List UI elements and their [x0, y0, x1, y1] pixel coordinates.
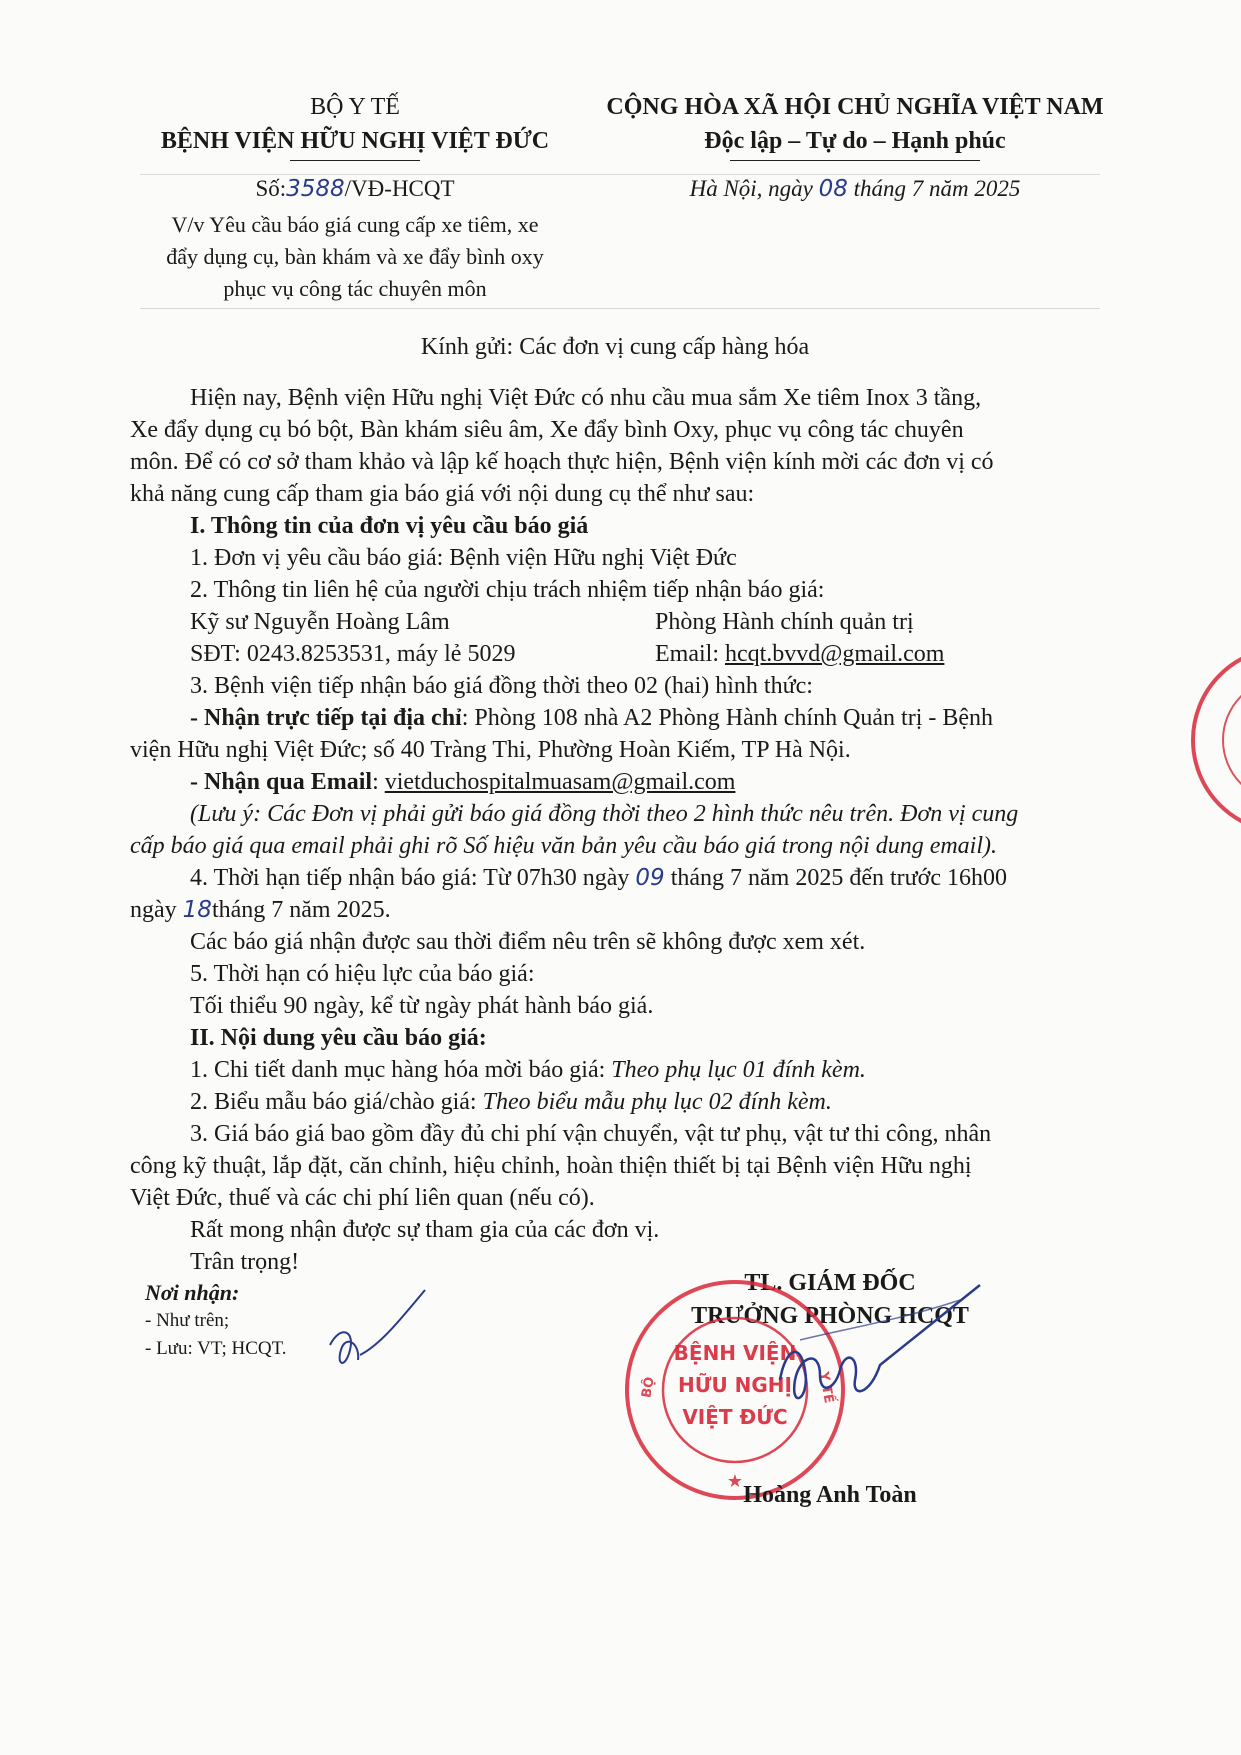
contact-email-link[interactable]: hcqt.bvvd@gmail.com [724, 641, 945, 667]
scan-artifact-line [140, 308, 1100, 309]
intro-line-4: khả năng cung cấp tham gia báo giá với nội dung cụ thể như sau: [130, 481, 755, 507]
section-1-item-1: 1. Đơn vị yêu cầu báo giá: Bệnh viện Hữu nghị Việt Đức [190, 545, 737, 571]
stamp-text-3: VIỆT ĐỨC [682, 1405, 788, 1429]
director-signature [760, 1280, 990, 1440]
header-right-underline [730, 160, 980, 161]
closing-line-2: Trân trọng! [190, 1249, 300, 1275]
section-1-item-4-line-2 [130, 897, 391, 924]
email-submission-line [190, 769, 735, 796]
subject-line-3: phục vụ công tác chuyên môn [223, 276, 487, 301]
country-name: CỘNG HÒA XÃ HỘI CHỦ NGHĨA VIỆT NAM [606, 94, 1104, 120]
section-2-item-1-value: Theo phụ lục 01 đính kèm. [611, 1057, 866, 1083]
section-2-item-3-line-3: Việt Đức, thuế và các chi phí liên quan (nếu có). [130, 1185, 595, 1211]
national-motto: Độc lập – Tự do – Hạnh phúc [704, 128, 1006, 154]
section-1-title: I. Thông tin của đơn vị yêu cầu báo giá [190, 513, 589, 539]
stamp-side-right: Y TẾ [815, 1370, 836, 1405]
recipients-item-2: - Lưu: VT; HCQT. [145, 1338, 287, 1359]
closing-line-1: Rất mong nhận được sự tham gia của các đơn vị. [190, 1217, 660, 1243]
initials-signature [320, 1285, 430, 1385]
section-1-item-5: 5. Thời hạn có hiệu lực của báo giá: [190, 961, 535, 987]
number-handwritten: 3588 [286, 176, 345, 202]
section-2-item-3-line-2: công kỹ thuật, lắp đặt, căn chỉnh, hiệu chỉnh, hoàn thiện thiết bị tại Bệnh viện Hữu nghị [130, 1153, 972, 1179]
subject-line-1: V/v Yêu cầu báo giá cung cấp xe tiêm, xe [171, 212, 539, 237]
document-number [110, 176, 600, 202]
stamp-text-2: HỮU NGHỊ [678, 1373, 792, 1397]
header-left-underline [290, 160, 420, 161]
contact-name: Kỹ sư Nguyễn Hoàng Lâm [190, 609, 450, 635]
date-suffix: tháng 7 năm 2025 [853, 176, 1021, 201]
signature-title-2: TRƯỞNG PHÒNG HCQT [691, 1303, 969, 1329]
contact-phone: SĐT: 0243.8253531, máy lẻ 5029 [190, 641, 516, 667]
contact-email [655, 641, 944, 668]
signer-name: Hoàng Anh Toàn [743, 1482, 917, 1508]
note-line-1: (Lưu ý: Các Đơn vị phải gửi báo giá đồng thời theo 2 hình thức nêu trên. Đơn vị cung [190, 801, 1019, 827]
direct-submission-label: - Nhận trực tiếp tại địa chỉ [190, 705, 462, 731]
section-2-item-3-line-1: 3. Giá báo giá bao gồm đầy đủ chi phí vận chuyển, vật tư phụ, vật tư thi công, nhân [190, 1121, 992, 1147]
deadline-text-b: tháng 7 năm 2025 đến trước 16h00 [664, 865, 1007, 891]
ministry-name: BỘ Y TẾ [310, 94, 400, 120]
section-2-item-2 [190, 1089, 832, 1116]
section-1-item-5-value: Tối thiểu 90 ngày, kể từ ngày phát hành báo giá. [190, 993, 654, 1019]
subject-line-2: đẩy dụng cụ, bàn khám và xe đẩy bình oxy [166, 244, 544, 269]
signature-title-1: TL. GIÁM ĐỐC [744, 1270, 916, 1296]
email-submission-separator: : [372, 769, 385, 795]
hospital-name: BỆNH VIỆN HỮU NGHỊ VIỆT ĐỨC [160, 128, 550, 154]
contact-email-label: Email: [655, 641, 725, 667]
section-2-item-2-label: 2. Biểu mẫu báo giá/chào giá: [190, 1089, 483, 1115]
deadline-day-handwritten-2: 18 [182, 897, 212, 923]
intro-line-2: Xe đẩy dụng cụ bó bột, Bàn khám siêu âm, Xe đẩy bình Oxy, phục vụ công tác chuyên [130, 417, 964, 443]
recipients-item-1: - Như trên; [145, 1310, 230, 1331]
note-line-2: cấp báo giá qua email phải ghi rõ Số hiệu văn bản yêu cầu báo giá trong nội dung email). [130, 833, 998, 859]
email-submission-label: - Nhận qua Email [190, 769, 373, 795]
section-1-item-4-line-1 [190, 865, 1007, 892]
edge-stamp-fragment [1180, 640, 1241, 840]
svg-text:★: ★ [726, 1471, 744, 1492]
section-1-item-2: 2. Thông tin liên hệ của người chịu trách nhiệm tiếp nhận báo giá: [190, 577, 825, 603]
deadline-text-c: ngày [130, 897, 183, 923]
section-2-item-1-label: 1. Chi tiết danh mục hàng hóa mời báo giá: [190, 1057, 612, 1083]
intro-line-1: Hiện nay, Bệnh viện Hữu nghị Việt Đức có nhu cầu mua sắm Xe tiêm Inox 3 tầng, [190, 385, 982, 411]
stamp-text-1: BỆNH VIỆN [673, 1341, 797, 1365]
deadline-text-a: 4. Thời hạn tiếp nhận báo giá: Từ 07h30 ngày [190, 865, 636, 891]
late-submission-note: Các báo giá nhận được sau thời điểm nêu trên sẽ không được xem xét. [190, 929, 866, 955]
contact-department: Phòng Hành chính quản trị [655, 609, 914, 635]
section-1-item-3: 3. Bệnh viện tiếp nhận báo giá đồng thời theo 02 (hai) hình thức: [190, 673, 813, 699]
scan-artifact-line [140, 174, 1100, 175]
date-prefix: Hà Nội, ngày [689, 176, 813, 201]
recipient-line: Kính gửi: Các đơn vị cung cấp hàng hóa [420, 334, 810, 360]
document-date [575, 176, 1135, 202]
deadline-text-d: tháng 7 năm 2025. [211, 897, 391, 923]
number-prefix: Số: [255, 176, 287, 201]
section-2-title: II. Nội dung yêu cầu báo giá: [190, 1025, 487, 1051]
intro-line-3: môn. Để có cơ sở tham khảo và lập kế hoạch thực hiện, Bệnh viện kính mời các đơn vị có [130, 449, 994, 475]
deadline-day-handwritten-1: 09 [635, 865, 665, 891]
date-day-handwritten: 08 [818, 176, 848, 202]
email-submission-link[interactable]: vietduchospitalmuasam@gmail.com [384, 769, 736, 795]
direct-submission-line-1 [190, 705, 993, 732]
stamp-side-left: BỘ [639, 1375, 658, 1400]
direct-submission-line-2: viện Hữu nghị Việt Đức; số 40 Tràng Thi, Phường Hoàn Kiếm, TP Hà Nội. [130, 737, 851, 763]
recipients-title: Nơi nhận: [145, 1280, 240, 1305]
number-suffix: /VĐ-HCQT [344, 176, 455, 201]
direct-submission-address: : Phòng 108 nhà A2 Phòng Hành chính Quản trị - Bệnh [461, 705, 994, 731]
section-2-item-2-value: Theo biểu mẫu phụ lục 02 đính kèm. [482, 1089, 832, 1115]
section-2-item-1 [190, 1057, 866, 1084]
